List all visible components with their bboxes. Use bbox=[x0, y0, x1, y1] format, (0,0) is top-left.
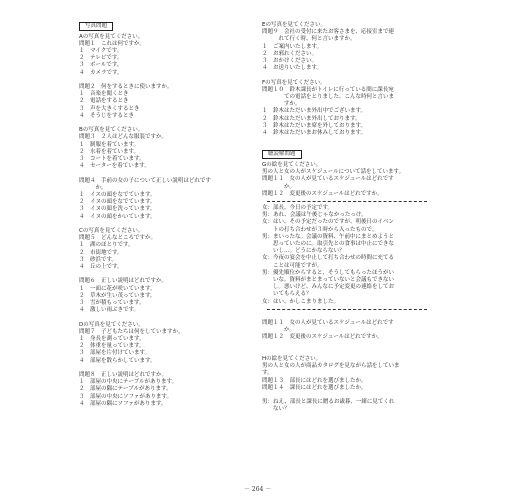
text-line: ４ 部屋の隅にソファがあります。 bbox=[79, 400, 167, 407]
text-line: ２ 草木が生い茂っています。 bbox=[79, 292, 156, 299]
blank-line bbox=[79, 221, 251, 228]
text-line: １ 一面に花が咲いています。 bbox=[79, 285, 156, 292]
text-line: 問題６ 正しい説明はどれですか。 bbox=[79, 278, 168, 285]
text-line: 男：まいったな。会議の資料、午前中にまとめようと bbox=[262, 233, 395, 240]
text-line: 女：部長、今日の予定です。 bbox=[262, 205, 334, 212]
text-line: ３ 部屋の中央にソファがあります。 bbox=[79, 393, 172, 400]
text-line: 思っていたのに。取引先との食事は中止にできな bbox=[262, 241, 395, 248]
text-line: １ ご案内いたします。 bbox=[262, 43, 323, 50]
text-line: いし…。どうにかならない？ bbox=[262, 248, 345, 255]
text-line: ２ イヌの頭をなでています。 bbox=[79, 199, 156, 206]
blank-line bbox=[79, 170, 251, 177]
text-line: ３ 部屋を片付けています。 bbox=[79, 350, 151, 357]
text-line: ４ そうじをするとき bbox=[79, 112, 135, 119]
text-line: 問題７ 子どもたちは何をしていますか。 bbox=[79, 328, 184, 335]
text-line: 男：ねえ、部長と課長に贈るお歳暮、一緒に見てくれ bbox=[262, 399, 395, 406]
blank-line bbox=[79, 314, 251, 321]
text-line: １ 湖のほとりです。 bbox=[79, 242, 134, 249]
text-line: トの打ち合わせが３時から入ったもので。 bbox=[262, 226, 378, 233]
text-line: 問題１０ 鈴木課長がトイレに行っている間に課長宛 bbox=[262, 86, 394, 93]
text-line: Fの写真を見てください。 bbox=[262, 79, 326, 86]
text-line: ４ 丘の上です。 bbox=[79, 264, 123, 271]
text-line: 問題１４ 課長にはどれを選びましたか。 bbox=[262, 384, 367, 391]
text-line: 問題９ 会社の受付に来たお客さまを、応接室まで連 bbox=[262, 29, 395, 36]
text-line: ２ テレビです。 bbox=[79, 55, 123, 62]
text-line: １ 部屋の中央にテーブルがあります。 bbox=[79, 379, 178, 386]
text-line: いてもらえる？ bbox=[262, 291, 312, 298]
text-line: １ 身長を測っています。 bbox=[79, 336, 145, 343]
text-line: れて行く時、何と言いますか。 bbox=[262, 36, 356, 43]
right-column bbox=[262, 22, 452, 414]
text-line: １ マイクです。 bbox=[79, 48, 123, 54]
text-line: Dの写真を見てください。 bbox=[79, 321, 144, 328]
text-line: 女：はい、その予定だったのですが、明後日のイベン bbox=[262, 219, 395, 226]
text-line: 問題１２ 変更後のスケジュールはどれですか。 bbox=[262, 190, 383, 197]
text-line: 女：はい、かしこまりました。 bbox=[262, 298, 340, 305]
right-lines-d bbox=[262, 320, 452, 414]
right-lines-b bbox=[262, 162, 452, 198]
text-line: 問題１３ 部長にはどれを選びましたか。 bbox=[262, 377, 367, 384]
blank-line bbox=[262, 72, 452, 79]
text-line: ない？ bbox=[262, 406, 290, 413]
text-line: 女：今夜の宴会を中止して打ち合わせの時間に充てる bbox=[262, 255, 395, 262]
section-header-listening: 聴読解問題 bbox=[262, 150, 302, 159]
text-line: ２ 電話をするとき bbox=[79, 98, 129, 105]
text-line: ３ おかけください。 bbox=[262, 58, 318, 65]
text-line: ２ 水着を着ています。 bbox=[79, 148, 140, 155]
text-line: ２ 部屋の隅にテーブルがあります。 bbox=[79, 386, 172, 393]
blank-line bbox=[262, 349, 452, 356]
text-line: ３ 声を大きくするとき bbox=[79, 105, 140, 112]
text-line: Bの写真を見てください。 bbox=[79, 127, 144, 134]
text-line: ３ コートを着ています。 bbox=[79, 156, 145, 163]
text-line: 問題８ 正しい説明はどれですか。 bbox=[79, 372, 168, 379]
blank-line bbox=[79, 77, 251, 84]
text-line: Cの写真を見てください。 bbox=[79, 228, 144, 235]
text-line: ことは可能ですが。 bbox=[262, 262, 323, 269]
text-line: ２ お邪れください。 bbox=[262, 50, 318, 57]
text-line: いな。資料がまとまっていないと会議もできない bbox=[262, 277, 395, 284]
text-line: Hの絵を見てください。 bbox=[262, 356, 322, 363]
text-line: １ 音楽を聞くとき bbox=[79, 91, 129, 98]
text-line: １ 鈴木はただいま外出中でございます。 bbox=[262, 108, 367, 115]
text-line: Gの絵を見てください。 bbox=[262, 162, 322, 169]
text-line: Eの写真を見てください。 bbox=[262, 22, 326, 28]
text-line: 問題１２ 変更後のスケジュールはどれですか。 bbox=[262, 334, 383, 341]
text-line: １ 制服を着ています。 bbox=[79, 141, 140, 148]
text-line: 問題５ どんなところですか。 bbox=[79, 235, 156, 242]
left-lines bbox=[79, 34, 251, 408]
blank-line bbox=[79, 365, 251, 372]
dashed-divider bbox=[267, 309, 427, 310]
text-line: 問題３ ２人はどんな服装ですか。 bbox=[79, 134, 168, 141]
text-line: ３ 雪が積もっています。 bbox=[79, 300, 145, 307]
text-line: すか。 bbox=[262, 101, 301, 108]
left-column bbox=[79, 22, 251, 408]
text-line: 問題２ 何をするときに使いますか。 bbox=[79, 84, 173, 90]
dashed-divider bbox=[267, 201, 427, 202]
text-line: ３ ボールです。 bbox=[79, 62, 123, 69]
text-line: か。 bbox=[262, 327, 296, 334]
text-line: か。 bbox=[79, 184, 107, 191]
text-line: ４ 部屋を散らかしています。 bbox=[79, 357, 156, 364]
text-line: ４ 激しい雨ぶきです。 bbox=[79, 307, 140, 314]
text-line: ２ 鈴木はただいま外出しております。 bbox=[262, 115, 361, 122]
text-line: ４ カメラです。 bbox=[79, 69, 123, 76]
text-line: ４ セーターを着ています。 bbox=[79, 163, 150, 170]
text-line: 男：優先順位からすると、そうしてもらったほうがい bbox=[262, 269, 395, 276]
text-line: 問題４ 手前の女の子について正しい説明はどれです bbox=[79, 177, 211, 184]
text-line: ３ 砂浜です。 bbox=[79, 256, 118, 263]
text-line: １ イスの頭をなでています。 bbox=[79, 192, 156, 199]
dialogue-lines bbox=[262, 205, 452, 306]
text-line: ４ イヌの頭をかいています。 bbox=[79, 213, 156, 220]
text-line: ２ 体重を量っています。 bbox=[79, 343, 145, 350]
text-line: 男の人と女の人が商品カタログを見ながら話をしていま bbox=[262, 363, 400, 370]
text-line: ４ 鈴木はただいまお休みしております。 bbox=[262, 130, 367, 137]
text-line: ３ イヌの顔を洗っています。 bbox=[79, 206, 156, 213]
blank-line bbox=[262, 342, 452, 349]
text-line: 男：あれ、会議は午後じゃなかったっけ。 bbox=[262, 212, 367, 219]
section-header-photo: 写真問題 bbox=[79, 22, 113, 31]
text-line: か。 bbox=[262, 183, 296, 190]
text-line: し。悪いけど、みんなに予定変更の連絡をしてお bbox=[262, 284, 395, 291]
page-number: － 264 － bbox=[244, 486, 272, 493]
text-line: 問題１１ 女の人が見ているスケジュールはどれです bbox=[262, 176, 394, 183]
text-line: 男の人と女の人がスケジュールについて話をしています。 bbox=[262, 169, 405, 176]
text-line: Aの写真を見てください。 bbox=[79, 33, 144, 40]
text-line: ４ お送りいたします。 bbox=[262, 65, 323, 72]
text-line: ての電話をとりました。こんな時何と言いま bbox=[262, 94, 395, 101]
text-line: ２ 市街地です。 bbox=[79, 249, 123, 256]
text-line: 問題１ これは何ですか。 bbox=[79, 40, 146, 47]
text-line: す。 bbox=[262, 370, 273, 377]
text-line: 問題１１ 女の人が見ているスケジュールはどれです bbox=[262, 320, 394, 327]
text-line: ３ 鈴木はただいま席を外しております。 bbox=[262, 122, 367, 129]
right-lines-a bbox=[262, 22, 452, 137]
